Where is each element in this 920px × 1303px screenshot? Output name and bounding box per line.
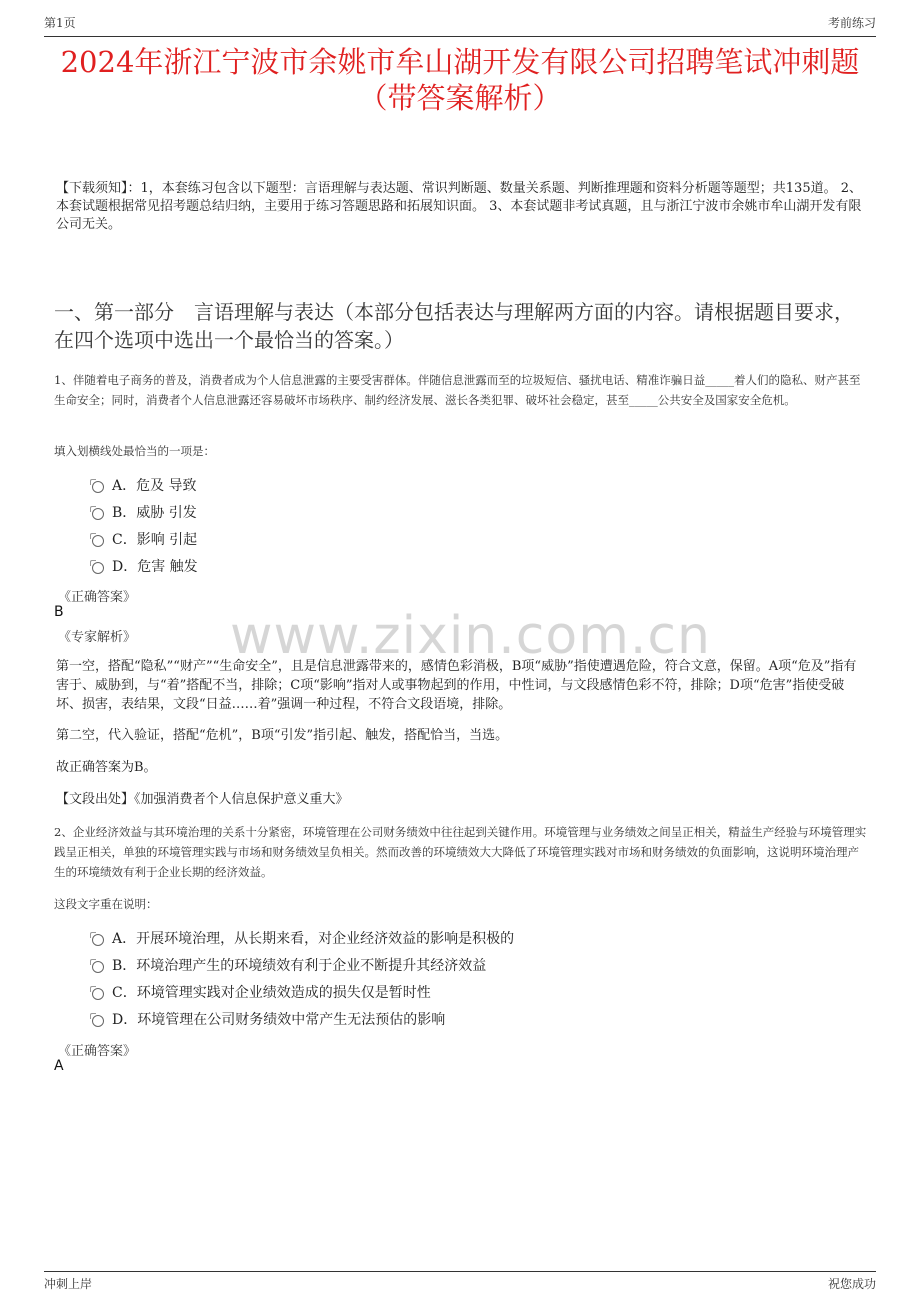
- q2-option-b-label: B．环境治理产生的环境绩效有利于企业不断提升其经济效益: [112, 958, 487, 974]
- question-2-prompt: 这段文字重在说明：: [54, 897, 158, 911]
- q1-option-c[interactable]: [92, 530, 197, 550]
- footer-right: 祝您成功: [827, 1277, 876, 1291]
- q1-analysis-label: 《专家解析》: [58, 630, 137, 645]
- q1-analysis-para-2: 第二空，代入验证，搭配“危机”，B项“引发”指引起、触发，搭配恰当，当选。: [56, 728, 509, 743]
- header-label: 考前练习: [827, 16, 876, 30]
- page-footer: [44, 1271, 876, 1303]
- q2-option-a-label: A．开展环境治理，从长期来看，对企业经济效益的影响是积极的: [112, 931, 515, 947]
- q1-analysis-para-1: 第一空，搭配“隐私”“财产”“生命安全”，且是信息泄露带来的，感情色彩消极，B项“威胁”指使遭遇危险，符合文意，保留。A项“危及”指有害于、威胁到，与“着”搭配不当，排除；C项“影响”指对人或事物起到的作用，中性词，与文段感情色彩不符，排除；D项“危害”指使受破坏、损害，表结果，文段“日益……着”强调一种过程，不符合文段语境，排除。: [56, 659, 857, 712]
- radio-icon[interactable]: [92, 961, 104, 973]
- radio-icon[interactable]: [92, 535, 104, 547]
- q1-option-b[interactable]: [92, 503, 197, 523]
- radio-icon[interactable]: [92, 1015, 104, 1027]
- question-1-text: 1、伴随着电子商务的普及，消费者成为个人信息泄露的主要受害群体。伴随信息泄露而至的垃圾短信、骚扰电话、精准诈骗日益_____着人们的隐私、财产甚至生命安全；同时，消费者个人信息泄露还容易破坏市场秩序、制约经济发展、滋长各类犯罪、破坏社会稳定，甚至_____公共安全及国家安全危机。: [54, 373, 861, 407]
- radio-icon[interactable]: [92, 988, 104, 1000]
- section-heading: 一、第一部分 言语理解与表达（本部分包括表达与理解两方面的内容。请根据题目要求，在四个选项中选出一个最恰当的答案。）: [54, 300, 854, 352]
- q2-option-b[interactable]: [92, 956, 486, 976]
- q1-option-b-label: B．威胁 引发: [112, 505, 197, 521]
- q1-source: 【文段出处】《加强消费者个人信息保护意义重大》: [56, 792, 349, 807]
- q2-answer-label: 《正确答案》: [58, 1044, 137, 1059]
- radio-icon[interactable]: [92, 934, 104, 946]
- radio-icon[interactable]: [92, 508, 104, 520]
- q1-option-a[interactable]: [92, 476, 197, 496]
- q1-analysis-para-3: 故正确答案为B。: [56, 760, 157, 775]
- page-header: [44, 0, 876, 37]
- question-1-prompt: 填入划横线处最恰当的一项是：: [54, 444, 215, 458]
- watermark: www.zixin.com.cn: [230, 606, 711, 666]
- q2-option-a[interactable]: [92, 929, 514, 949]
- q2-option-c-label: C．环境管理实践对企业绩效造成的损失仅是暂时性: [112, 985, 431, 1001]
- q2-option-c[interactable]: [92, 983, 431, 1003]
- q1-option-c-label: C．影响 引起: [112, 532, 198, 548]
- footer-left: 冲刺上岸: [44, 1277, 93, 1291]
- q2-answer: A: [54, 1058, 64, 1074]
- q2-option-d-label: D．环境管理在公司财务绩效中常产生无法预估的影响: [112, 1012, 446, 1028]
- q1-option-d[interactable]: [92, 557, 198, 577]
- q2-option-d[interactable]: [92, 1010, 445, 1030]
- radio-icon[interactable]: [92, 562, 104, 574]
- q1-answer-label: 《正确答案》: [58, 590, 137, 605]
- download-notice: 【下载须知】：1，本套练习包含以下题型：言语理解与表达题、常识判断题、数量关系题、判断推理题和资料分析题等题型；共135道。 2、本套试题根据常见招考题总结归纳，主要用于练习答题思路和拓展知识面。 3、本套试题非考试真题，且与浙江宁波市余姚市牟山湖开发有限公司无关。: [56, 181, 862, 232]
- radio-icon[interactable]: [92, 481, 104, 493]
- document-title: 2024年浙江宁波市余姚市牟山湖开发有限公司招聘笔试冲刺题（带答案解析）: [60, 45, 860, 115]
- q1-answer: B: [54, 604, 64, 620]
- q1-option-a-label: A．危及 导致: [112, 478, 197, 494]
- question-2-text: 2、企业经济效益与其环境治理的关系十分紧密，环境管理在公司财务绩效中往往起到关键作用。环境管理与业务绩效之间呈正相关，精益生产经验与环境管理实践呈正相关，单独的环境管理实践与市场和财务绩效呈负相关。然而改善的环境绩效大大降低了环境管理实践对市场和财务绩效的负面影响，这说明环境治理产生的环境绩效有利于企业长期的经济效益。: [54, 825, 867, 879]
- page-number: 第1页: [44, 16, 76, 30]
- q1-option-d-label: D．危害 触发: [112, 559, 198, 575]
